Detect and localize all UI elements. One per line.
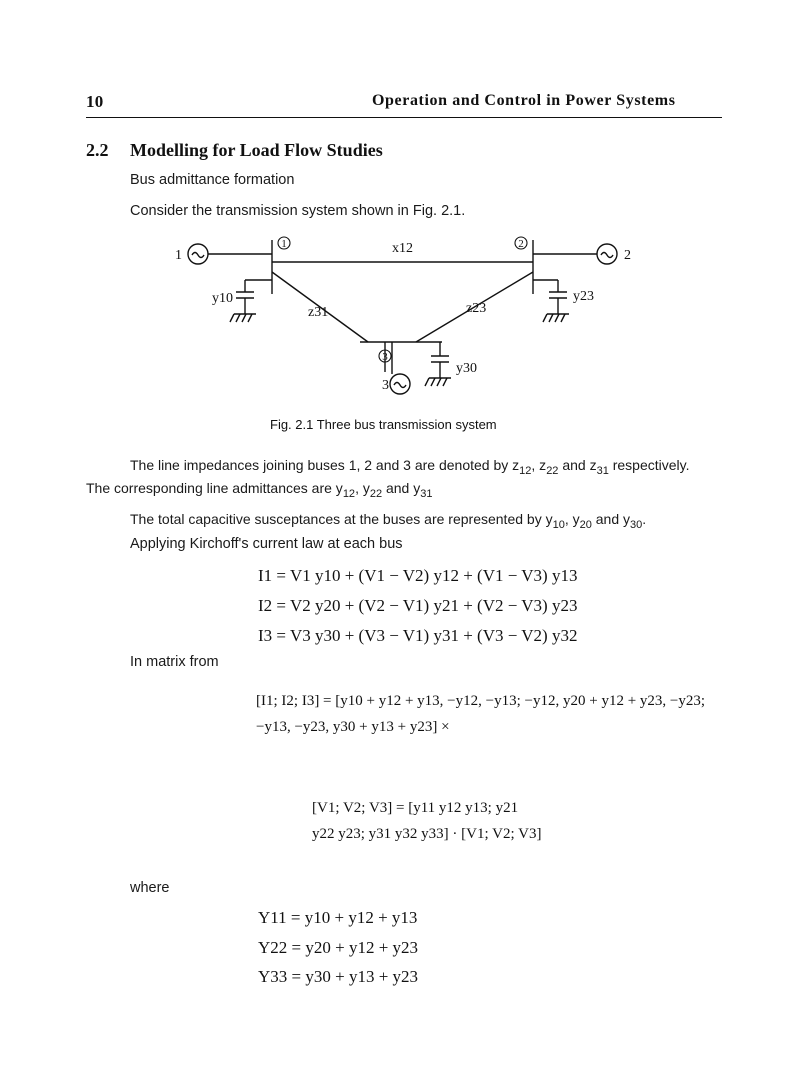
page-number: 10 xyxy=(86,92,104,111)
where-equation-1: Y11 = y10 + y12 + y13 xyxy=(258,908,418,927)
impedance-text: The line impedances joining buses 1, 2 and 3 are denoted by z xyxy=(130,457,520,473)
bus-2-number: 2 xyxy=(518,238,524,250)
x12-label: x12 xyxy=(392,241,413,256)
equation-3: I3 = V3 y30 + (V3 − V1) y31 + (V3 − V2) y32 xyxy=(258,626,578,645)
paragraph-matrix-form: In matrix from xyxy=(130,654,219,670)
equation-1: I1 = V1 y10 + (V1 − V2) y12 + (V1 − V3) y13 xyxy=(258,566,578,585)
y10-label: y10 xyxy=(212,291,233,306)
paragraph-impedances: The line impedances joining buses 1, 2 and 3 are denoted by $z_{12}$, $z_{22}$ and $z_{31}$ respectively. xyxy=(130,457,690,477)
section-title: Modelling for Load Flow Studies xyxy=(130,140,383,160)
where-equation-2: Y22 = y20 + y12 + y23 xyxy=(258,938,419,957)
where-equation-3: Y33 = y30 + y13 + y23 xyxy=(258,967,419,986)
z31-label: z31 xyxy=(308,305,329,320)
paragraph-where: where xyxy=(130,880,170,896)
matrix-equation-2: [V1; V2; V3] = [y11 y12 y13; y21 y22 y23; y31 y32 y33] · [V1; V2; V3] xyxy=(312,800,542,842)
paragraph-consider: Consider the transmission system shown in Fig. 2.1. xyxy=(130,203,466,219)
paragraph-bus-admittance: Bus admittance formation xyxy=(130,172,295,188)
three-bus-diagram xyxy=(160,232,650,402)
susceptance-text: The total capacitive susceptances at the buses are represented by y xyxy=(130,511,553,527)
z23-label: z23 xyxy=(466,301,487,316)
generator-3-label: 3 xyxy=(382,378,389,393)
generator-2-label: 2 xyxy=(624,248,631,263)
generator-1-label: 1 xyxy=(175,248,182,263)
paragraph-admittances: The corresponding line admittances are $y_{12}$, $y_{22}$ and $y_{31}$ xyxy=(86,480,433,500)
section-number: 2.2 xyxy=(86,140,109,160)
paragraph-susceptances: The total capacitive susceptances at the buses are represented by $y_{10}$, $y_{20}$ and $y_{30}$. xyxy=(130,511,647,531)
running-title: Operation and Control in Power Systems xyxy=(372,92,676,109)
equation-2: I2 = V2 y20 + (V2 − V1) y21 + (V2 − V3) y23 xyxy=(258,596,578,615)
y23-label: y23 xyxy=(573,289,594,304)
bus-3-number: 3 xyxy=(382,351,388,363)
y30-label: y30 xyxy=(456,361,477,376)
header-rule xyxy=(86,117,722,118)
bus-1-number: 1 xyxy=(281,238,287,250)
paragraph-kirchoff: Applying Kirchoff's current law at each bus xyxy=(130,536,403,552)
admittance-text: The corresponding line admittances are y xyxy=(86,480,343,496)
figure-caption: Fig. 2.1 Three bus transmission system xyxy=(270,417,497,432)
matrix-equation-1: [I1; I2; I3] = [y10 + y12 + y13, −y12, −y13; −y12, y20 + y12 + y23, −y23; −y13, −y23, y30 + y13 + y23] × xyxy=(256,693,706,735)
impedance-text-end: respectively. xyxy=(612,457,690,473)
